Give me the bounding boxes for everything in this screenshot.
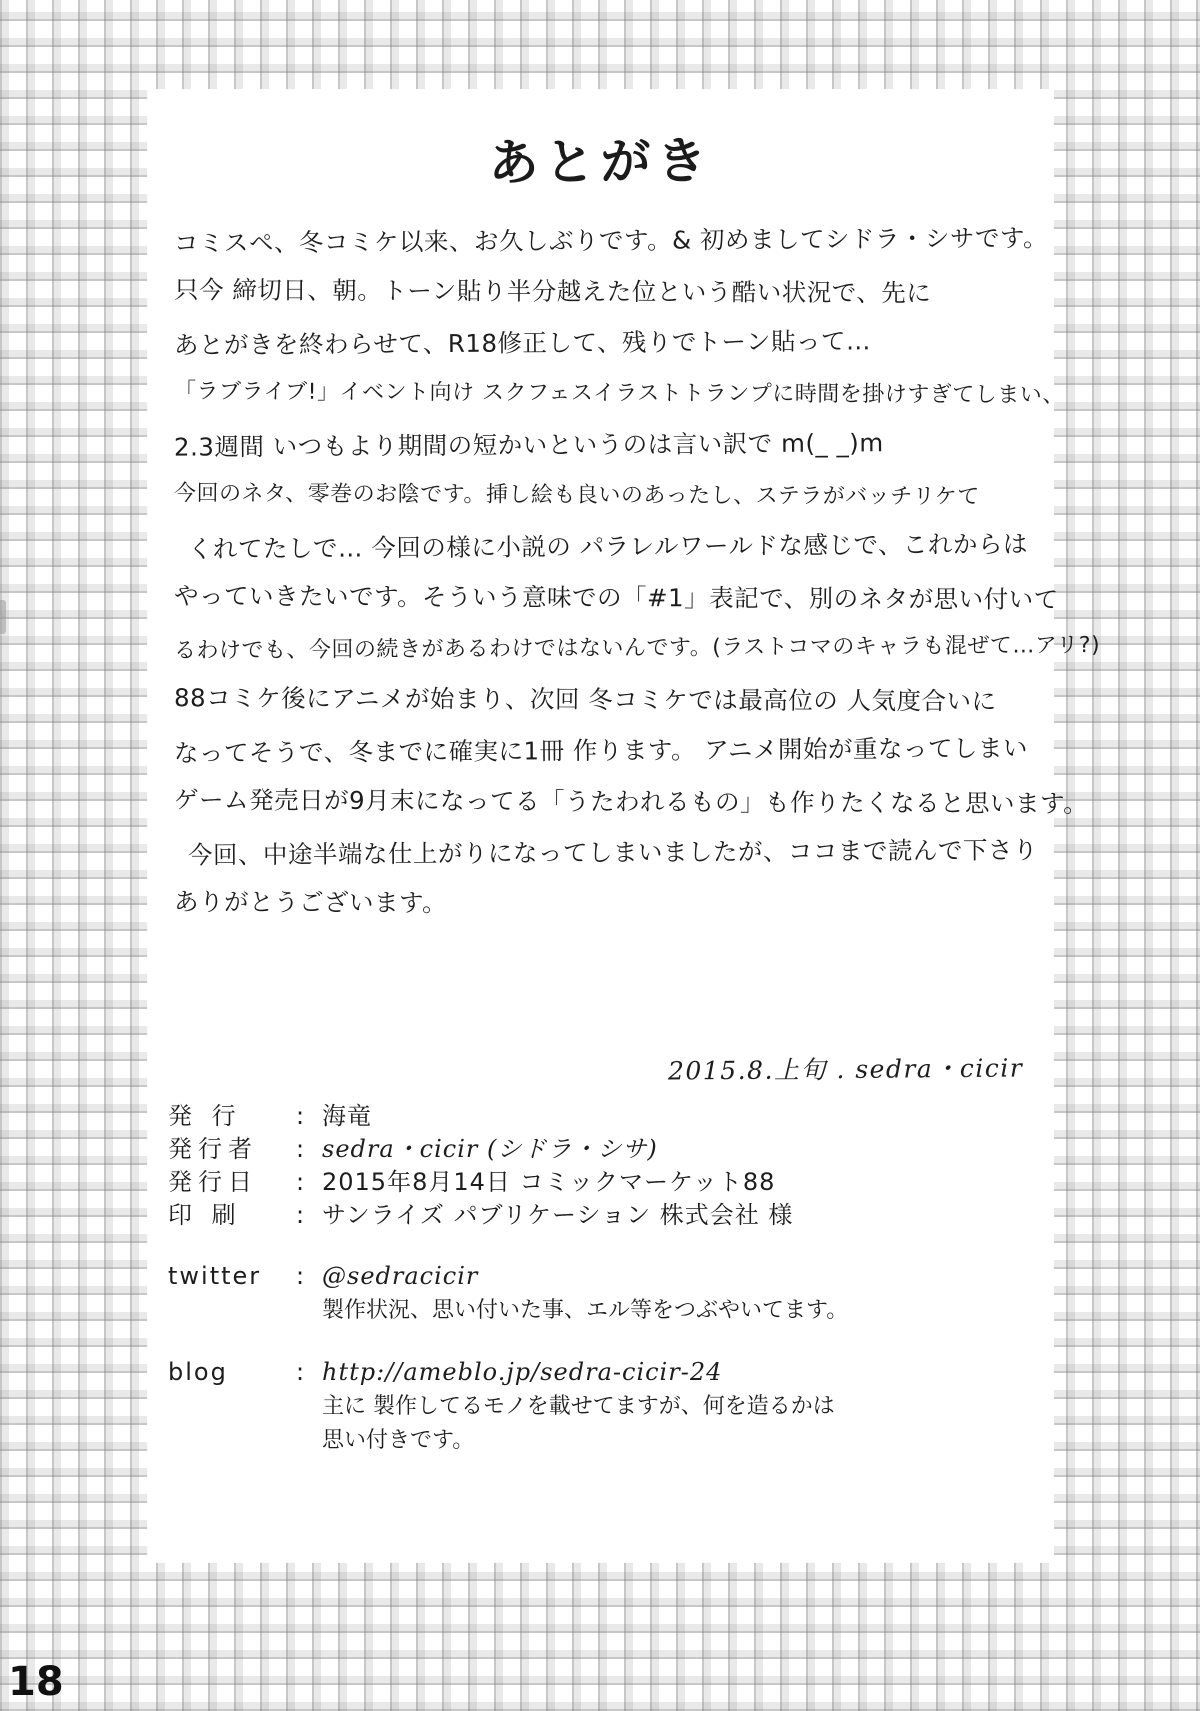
colophon-separator: : [296, 1168, 305, 1196]
colophon-separator: : [296, 1201, 305, 1229]
afterword-line: 今回、中途半端な仕上がりになってしまいましたが、ココまで読んで下さり [187, 835, 1039, 870]
signature: 2015.8.上旬 . sedra・cicir [667, 1053, 1024, 1086]
colophon-row [168, 1258, 1028, 1294]
blog-url[interactable]: http://ameblo.jp/sedra-cicir-24 [322, 1358, 723, 1386]
colophon-label: 発 行 [168, 1102, 242, 1130]
page-title: あとがき [488, 131, 713, 193]
colophon-value: サンライズ パブリケーション 株式会社 様 [322, 1201, 794, 1229]
blog-note: 主に 製作してるモノを載せてますが、何を造るかは [322, 1394, 835, 1419]
colophon-row [168, 1133, 1028, 1166]
afterword-line: 今回のネタ、零巻のお陰です。挿し絵も良いのあったし、ステラがバッチリケて [173, 481, 980, 510]
edge-mark [0, 600, 6, 634]
afterword-paper [148, 90, 1101, 1562]
colophon-publication-info [168, 1100, 1028, 1232]
afterword-line: なってそうで、冬までに確実に1冊 作ります。 アニメ開始が重なってしまい [173, 733, 1029, 768]
colophon-separator: : [296, 1358, 305, 1386]
afterword-line: 88コミケ後にアニメが始まり、次回 冬コミケでは最高位の 人気度合いに [173, 683, 997, 716]
colophon-label: 発行日 [168, 1168, 258, 1196]
colophon-separator: : [296, 1135, 305, 1163]
afterword-line: ありがとうございます。 [173, 887, 448, 918]
colophon-row [168, 1166, 1028, 1199]
colophon-value: 海竜 [322, 1102, 372, 1130]
colophon-blog [168, 1354, 1028, 1458]
twitter-handle[interactable]: @sedracicir [322, 1262, 479, 1290]
colophon-label: 発行者 [168, 1135, 258, 1163]
afterword-line: ゲーム発売日が9月末になってる「うたわれるもの」も作りたくなると思います。 [173, 785, 1089, 819]
colophon-value: sedra・cicir (シドラ・シサ) [322, 1135, 658, 1163]
afterword-line: 「ラブライブ!」イベント向け スクフェスイラストトランプに時間を掛けすぎてしまい、 [173, 379, 1065, 409]
colophon [168, 1100, 1028, 1484]
afterword-line: コミスペ、冬コミケ以来、お久しぶりです。& 初めましてシドラ・シサです。 [173, 223, 1049, 258]
colophon-label: blog [168, 1358, 228, 1386]
colophon-row [168, 1100, 1028, 1133]
blog-note: 思い付きです。 [322, 1428, 475, 1453]
colophon-row [168, 1354, 1028, 1390]
afterword-body [173, 215, 1101, 929]
colophon-label: 印 刷 [168, 1201, 242, 1229]
twitter-note: 製作状況、思い付いた事、エル等をつぶやいてます。 [322, 1298, 849, 1323]
afterword-line: くれてたしで… 今回の様に小説の パラレルワールドな感じで、これからは [187, 529, 1029, 564]
afterword-line: あとがきを終わらせて、R18修正して、残りでトーン貼って… [173, 326, 872, 360]
colophon-separator: : [296, 1262, 305, 1290]
afterword-line: るわけでも、今回の続きがあるわけではないんです。(ラストコマのキャラも混ぜて…アリ?) [173, 632, 1101, 664]
colophon-label: twitter [168, 1262, 262, 1290]
colophon-twitter [168, 1258, 1028, 1328]
colophon-row [168, 1199, 1028, 1232]
afterword-line: やっていきたいです。そういう意味での「#1」表記で、別のネタが思い付いて [173, 581, 1059, 614]
colophon-value: 2015年8月14日 コミックマーケット88 [322, 1168, 776, 1196]
colophon-separator: : [296, 1102, 305, 1130]
afterword-line: 2.3週間 いつもより期間の短かいというのは言い訳で m(_ _)m [173, 428, 884, 462]
page-number: 18 [8, 1659, 64, 1705]
afterword-line: 只今 締切日、朝。トーン貼り半分越えた位という酷い状況で、先に [173, 275, 932, 308]
